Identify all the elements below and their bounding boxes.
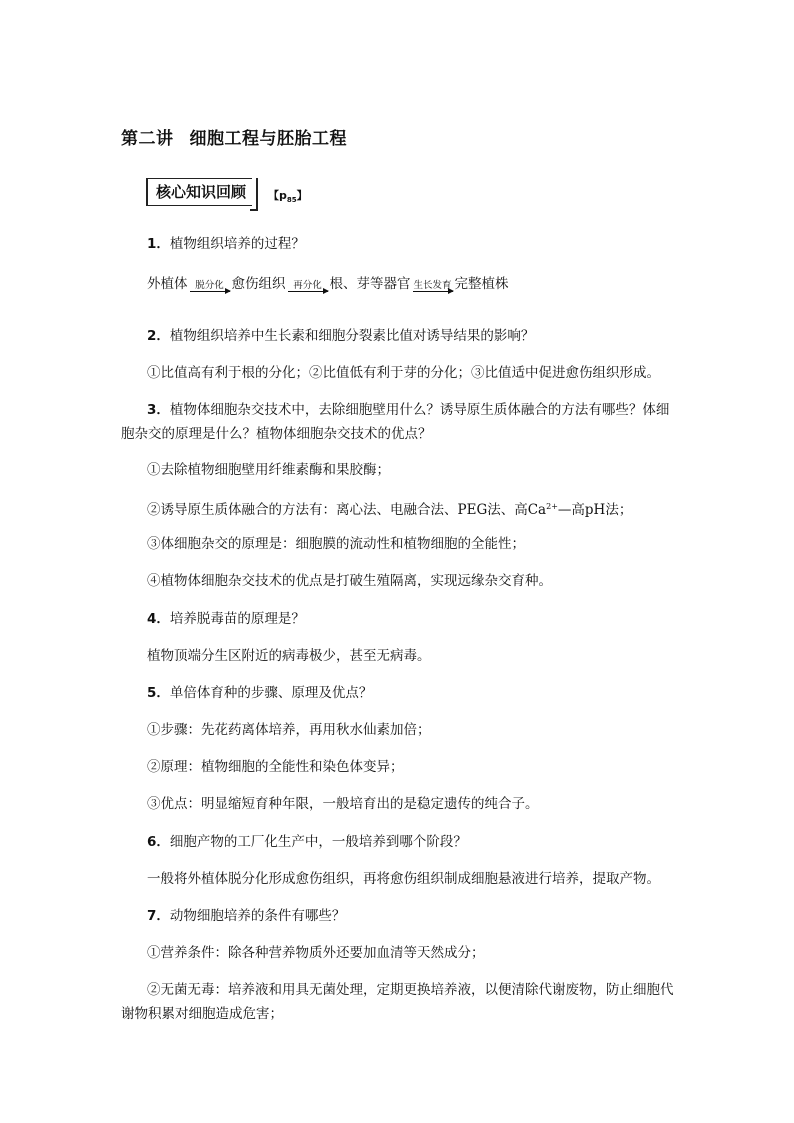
title-lecture: 第二讲 [121,129,174,149]
flow-arrow-2: 再分化 [288,281,328,292]
question-2: 2．植物组织培养中生长素和细胞分裂素比值对诱导结果的影响？ [147,328,535,344]
section-header [146,178,308,206]
answer-5-2: ②原理：植物细胞的全能性和染色体变异； [147,759,404,775]
flow-arrow-1: 脱分化 [190,281,230,292]
answer-7-1: ①营养条件：除各种营养物质外还要加血清等天然成分； [147,945,485,961]
flow-node-plant: 完整植株 [454,276,509,292]
flow-node-callus: 愈伤组织 [231,276,286,292]
page-title [121,124,347,149]
answer-2: ①比值高有利于根的分化；②比值低有利于芽的分化；③比值适中促进愈伤组织形成。 [147,365,660,381]
answer-3-3: ③体细胞杂交的原理是：细胞膜的流动性和植物细胞的全能性； [147,536,525,552]
answer-3-1: ①去除植物细胞壁用纤维素酶和果胶酶； [147,462,390,478]
question-7: 7．动物细胞培养的条件有哪些？ [147,908,346,924]
answer-6: 一般将外植体脱分化形成愈伤组织，再将愈伤组织制成细胞悬液进行培养，提取产物。 [147,871,660,887]
answer-4: 植物顶端分生区附近的病毒极少，甚至无病毒。 [147,648,431,664]
question-5: 5．单倍体育种的步骤、原理及优点？ [147,685,373,701]
question-3: 3．植物体细胞杂交技术中，去除细胞壁用什么？诱导原生质体融合的方法有哪些？体细胞杂交的原理是什么？植物体细胞杂交技术的优点？ [121,402,670,442]
title-topic: 细胞工程与胚胎工程 [189,129,347,149]
answer-7-2: ②无菌无毒：培养液和用具无菌处理，定期更换培养液，以便清除代谢废物，防止细胞代谢物积累对细胞造成危害； [121,982,674,1022]
question-6: 6．细胞产物的工厂化生产中，一般培养到哪个阶段？ [147,834,467,850]
flow-node-organs: 根、芽等器官 [329,276,411,292]
flow-arrow-3: 生长发育 [413,280,452,291]
answer-3-4: ④植物体细胞杂交技术的优点是打破生殖隔离，实现远缘杂交育种。 [147,573,552,589]
page-reference: 【$p_{85}$】 [268,188,308,204]
question-1: 1．植物组织培养的过程？ [147,236,305,252]
section-label: 核心知识回顾 [146,178,252,206]
tissue-culture-flow [121,272,681,296]
question-4: 4．培养脱毒苗的原理是？ [147,611,305,627]
answer-3-2: ②诱导原生质体融合的方法有：离心法、电融合法、PEG法、高$Ca^{2+}—$高pH法； [147,502,633,518]
answer-5-3: ③优点：明显缩短育种年限，一般培育出的是稳定遗传的纯合子。 [147,796,539,812]
answer-5-1: ①步骤：先花药离体培养，再用秋水仙素加倍； [147,722,431,738]
flow-node-explant: 外植体 [147,276,188,292]
